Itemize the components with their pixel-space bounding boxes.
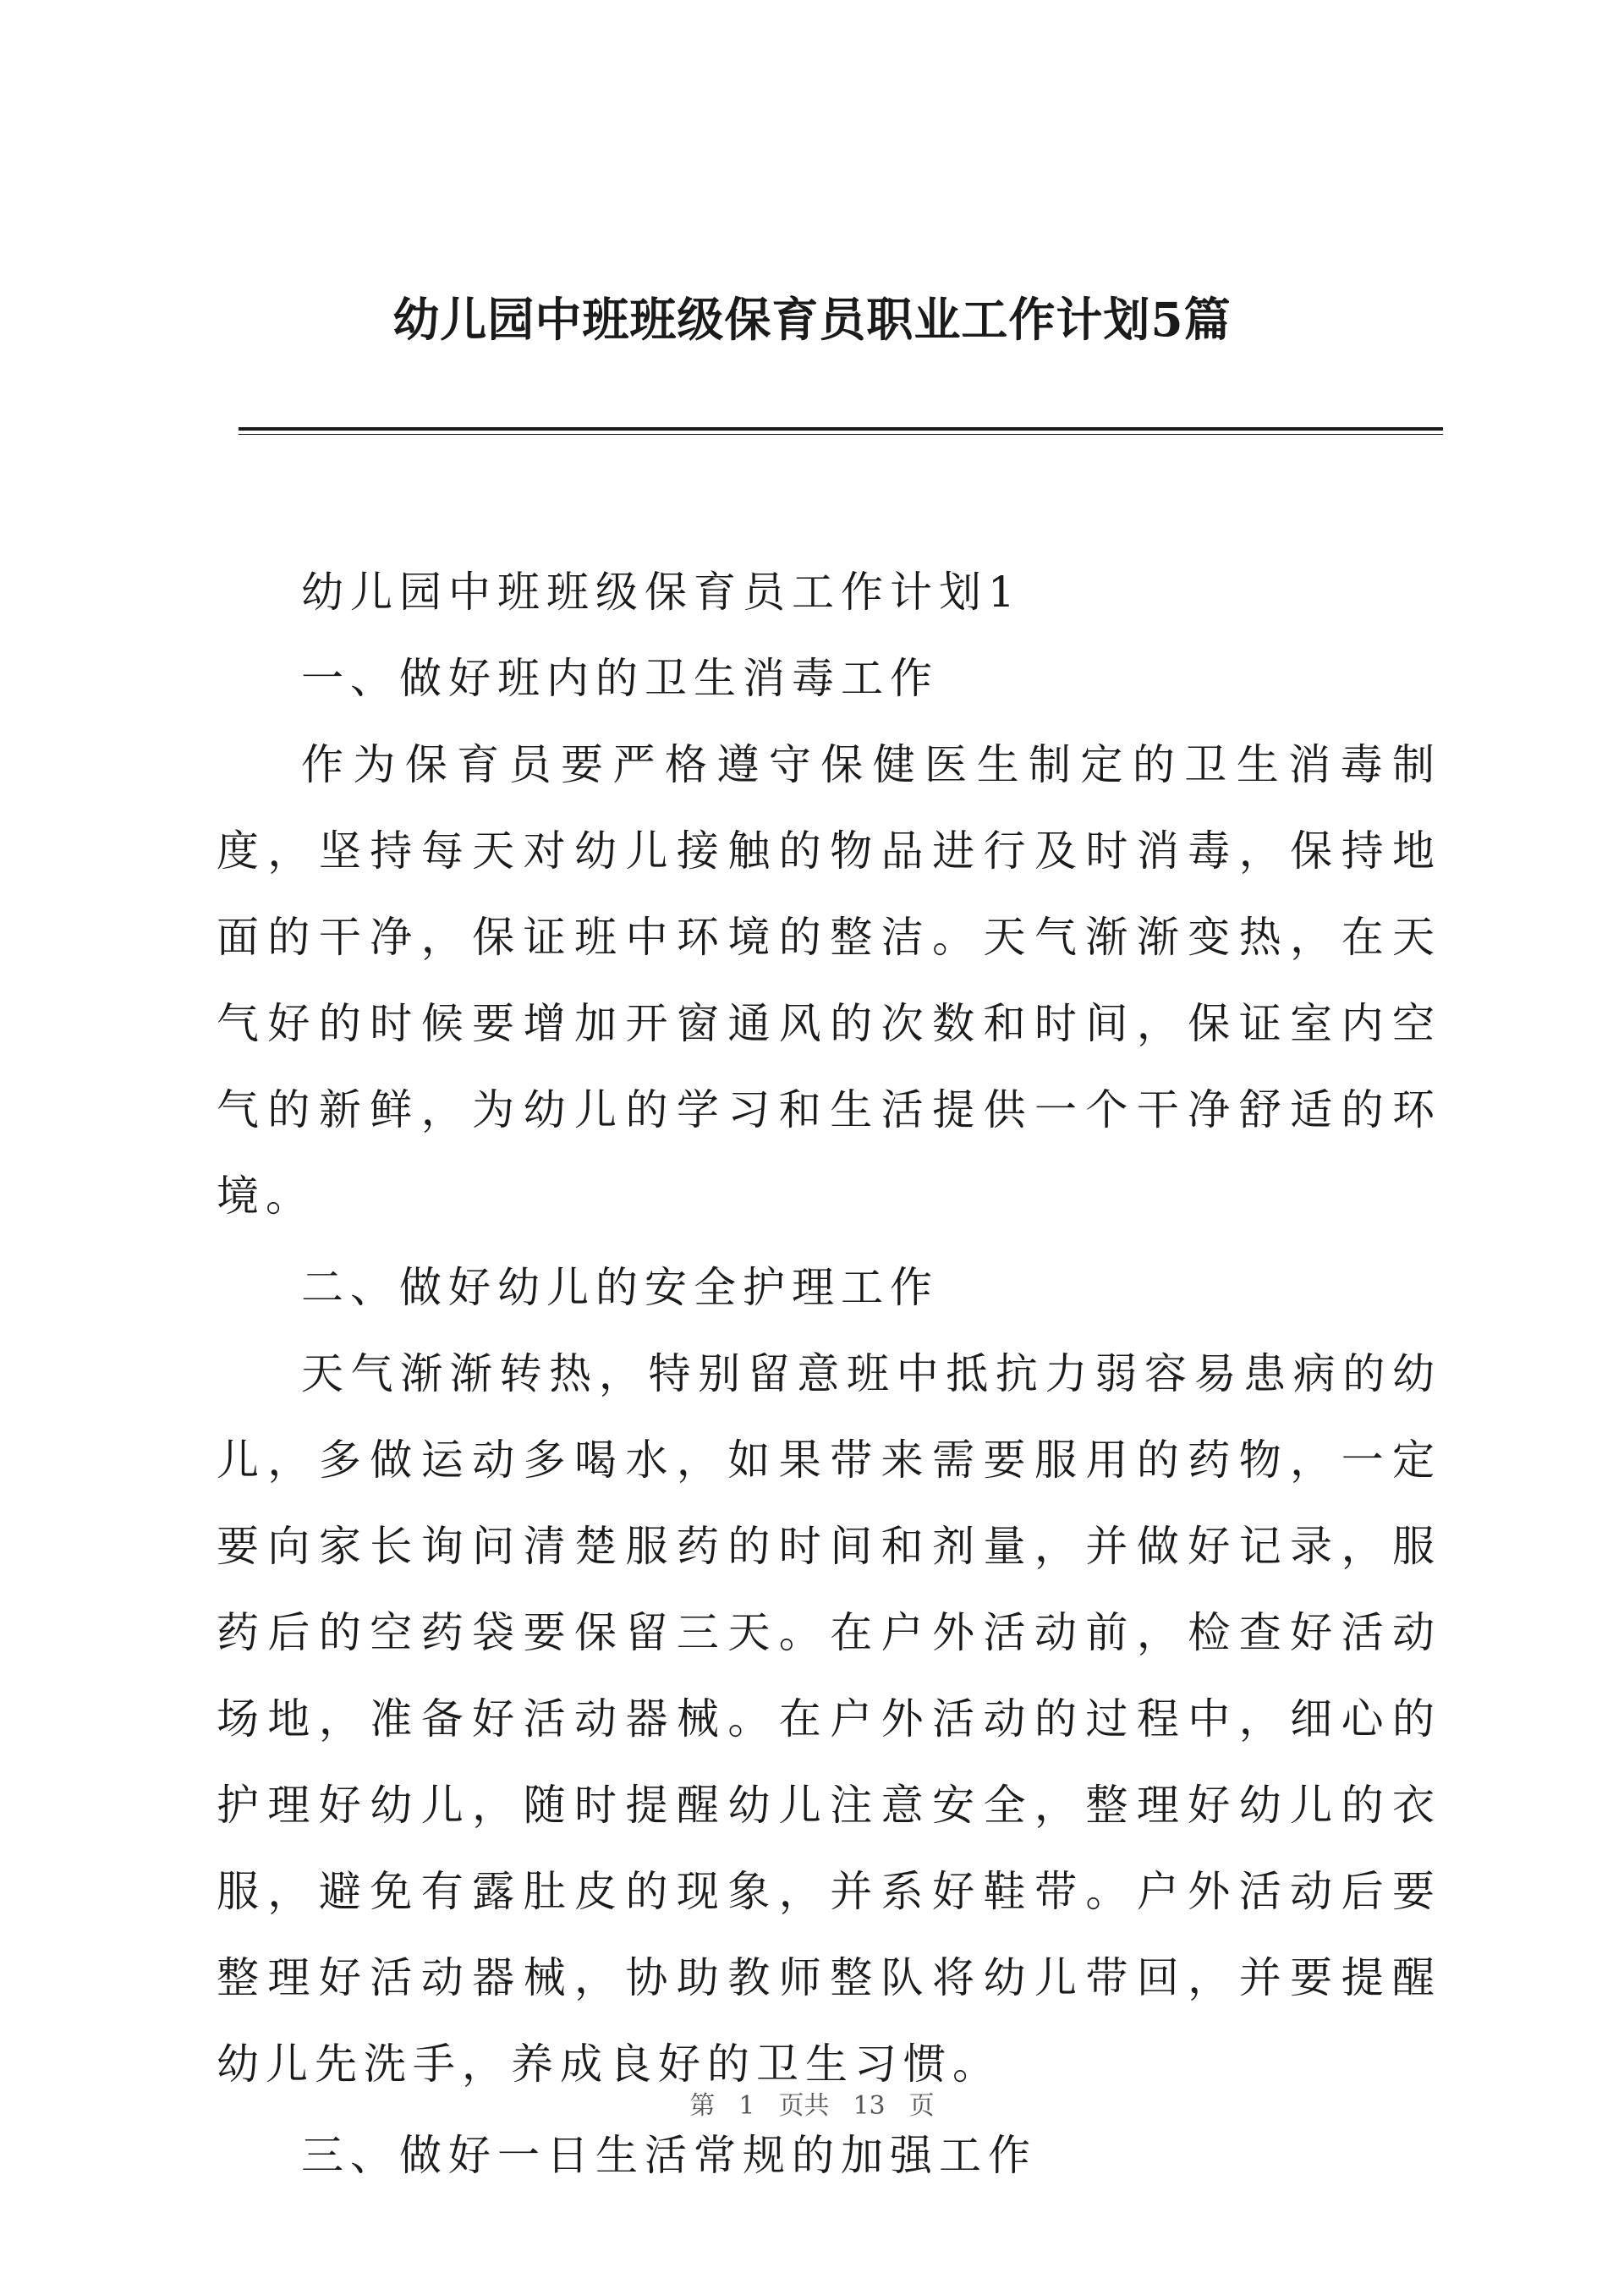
footer-middle: 页共 [778, 2091, 830, 2121]
body-paragraph-1: 作为保育员要严格遵守保健医生制定的卫生消毒制度，坚持每天对幼儿接触的物品进行及时消毒，保持地面的干净，保证班中环境的整洁。天气渐渐变热，在天气好的时候要增加开窗通风的次数和时间，保证室内空气的新鲜，为幼儿的学习和生活提供一个干净舒适的环境。 [217, 740, 1441, 1221]
body-paragraph-2: 天气渐渐转热，特别留意班中抵抗力弱容易患病的幼儿，多做运动多喝水，如果带来需要服用的药物，一定要向家长询问清楚服药的时间和剂量，并做好记录，服药后的空药袋要保留三天。在户外活动前，检查好活动场地，准备好活动器械。在户外活动的过程中，细心的护理好幼儿，随时提醒幼儿注意安全，整理好幼儿的衣服，避免有露肚皮的现象，并系好鞋带。户外活动后要整理好活动器械，协助教师整队将幼儿带回，并要提醒幼儿先洗手，养成良好的卫生习惯。 [217, 1349, 1441, 2089]
page-footer [0, 2089, 1624, 2123]
footer-current-page: 1 [738, 2091, 755, 2121]
document-body [217, 549, 1441, 2199]
plan-subtitle: 幼儿园中班班级保育员工作计划1 [301, 568, 1022, 617]
section-heading-3: 三、做好一日生活常规的加强工作 [301, 2131, 1037, 2180]
document-title: 幼儿园中班班级保育员职业工作计划5篇 [392, 292, 1232, 347]
title-divider-thick [239, 427, 1443, 431]
title-divider-thin [239, 434, 1443, 435]
footer-total-pages: 13 [853, 2091, 886, 2121]
section-heading-1: 一、做好班内的卫生消毒工作 [301, 654, 939, 703]
section-heading-2: 二、做好幼儿的安全护理工作 [301, 1263, 939, 1312]
footer-prefix: 第 [689, 2091, 716, 2121]
footer-suffix: 页 [908, 2091, 935, 2121]
